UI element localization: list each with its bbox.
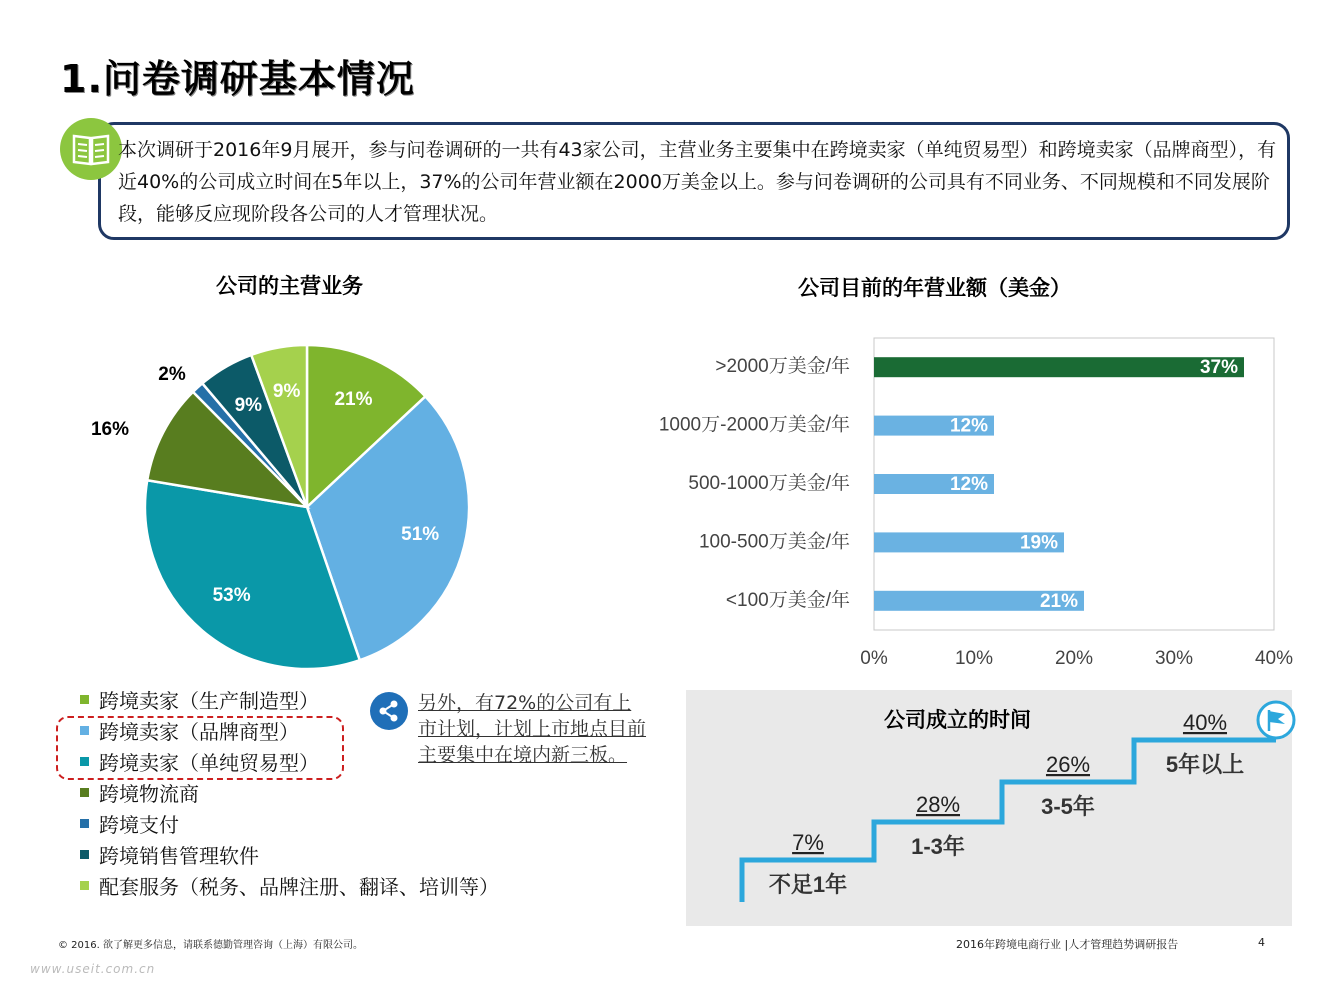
ipo-note: 另外，有72%的公司有上市计划，计划上市地点目前主要集中在境内新三板。 [418,692,647,766]
legend-swatch [80,881,89,890]
pie-data-label: 2% [158,364,186,386]
founded-chart-title: 公司成立的时间 [884,708,1031,732]
bar-data-label: 21% [1039,590,1078,612]
legend-label: 跨境卖家（生产制造型） [99,689,319,713]
x-tick-label: 40% [1254,648,1294,669]
book-icon [60,118,122,180]
legend-swatch [80,819,89,828]
legend-label: 跨境物流商 [99,782,199,806]
pie-data-label: 53% [212,585,251,607]
x-tick-label: 10% [954,648,994,669]
bar-data-label: 12% [949,415,988,437]
legend-label: 跨境销售管理软件 [99,844,259,868]
category-label: <100万美金/年 [725,589,850,611]
legend-item [80,839,550,870]
page-title: 1.问卷调研基本情况 [60,57,415,101]
step-category-label: 3-5年 [1041,794,1095,819]
revenue-bar-chart [600,330,1310,680]
category-label: 100-500万美金/年 [698,531,850,553]
x-tick-label: 0% [860,648,888,669]
footer-copyright: © 2016. 欲了解更多信息，请联系德勤管理咨询（上海）有限公司。 [58,940,363,951]
pie-data-label: 9% [234,395,263,417]
pie-chart-title: 公司的主营业务 [216,274,363,298]
step-value-label: 28% [915,792,961,817]
founded-staircase-chart [686,690,1292,926]
bar-data-label: 19% [1019,532,1058,554]
step-category-label: 5年以上 [1165,752,1245,777]
category-label: 1000万-2000万美金/年 [658,414,850,436]
share-icon [370,692,408,730]
pie-data-label: 9% [272,381,301,403]
legend-item [80,808,550,839]
legend-swatch [80,788,89,797]
legend-label: 跨境卖家（品牌商型） [99,720,299,744]
step-category-label: 1-3年 [911,834,965,859]
legend-item [80,777,550,808]
legend-swatch [80,850,89,859]
intro-text: 本次调研于2016年9月展开，参与问卷调研的一共有43家公司，主营业务主要集中在跨境卖家（单纯贸易型）和跨境卖家（品牌商型），有近40%的公司成立时间在5年以上，37%的公司年营业额在2000万美金以上。参与问卷调研的公司具有不同业务、不同规模和不同发展阶段，能够反应现阶段各公司的人才管理状况。 [118,139,1277,225]
pie-data-label: 16% [90,419,130,441]
legend-item [80,870,550,901]
x-tick-label: 20% [1054,648,1094,669]
category-label: 500-1000万美金/年 [688,473,850,495]
legend-label: 跨境支付 [99,813,179,837]
watermark: www.useit.com.cn [30,962,156,976]
flag-icon [1256,700,1296,740]
revenue-chart-title: 公司目前的年营业额（美金） [798,276,1071,300]
category-label: >2000万美金/年 [715,356,850,378]
legend-label: 配套服务（税务、品牌注册、翻译、培训等） [99,875,499,899]
bar [874,357,1244,377]
bar-data-label: 37% [1199,357,1238,379]
x-tick-label: 30% [1154,648,1194,669]
bar-data-label: 12% [949,474,988,496]
pie-chart [90,320,500,690]
step-value-label: 7% [792,830,824,855]
page-number: 4 [1258,936,1265,949]
step-value-label: 40% [1182,710,1228,735]
pie-data-label: 21% [334,389,373,411]
step-category-label: 不足1年 [768,872,848,897]
legend-swatch [80,695,89,704]
step-value-label: 26% [1045,752,1091,777]
footer-report-title: 2016年跨境电商行业 |人才管理趋势调研报告 [956,938,1179,951]
highlight-box [56,716,344,780]
legend-label: 跨境卖家（单纯贸易型） [99,751,319,775]
pie-data-label: 51% [401,524,440,546]
